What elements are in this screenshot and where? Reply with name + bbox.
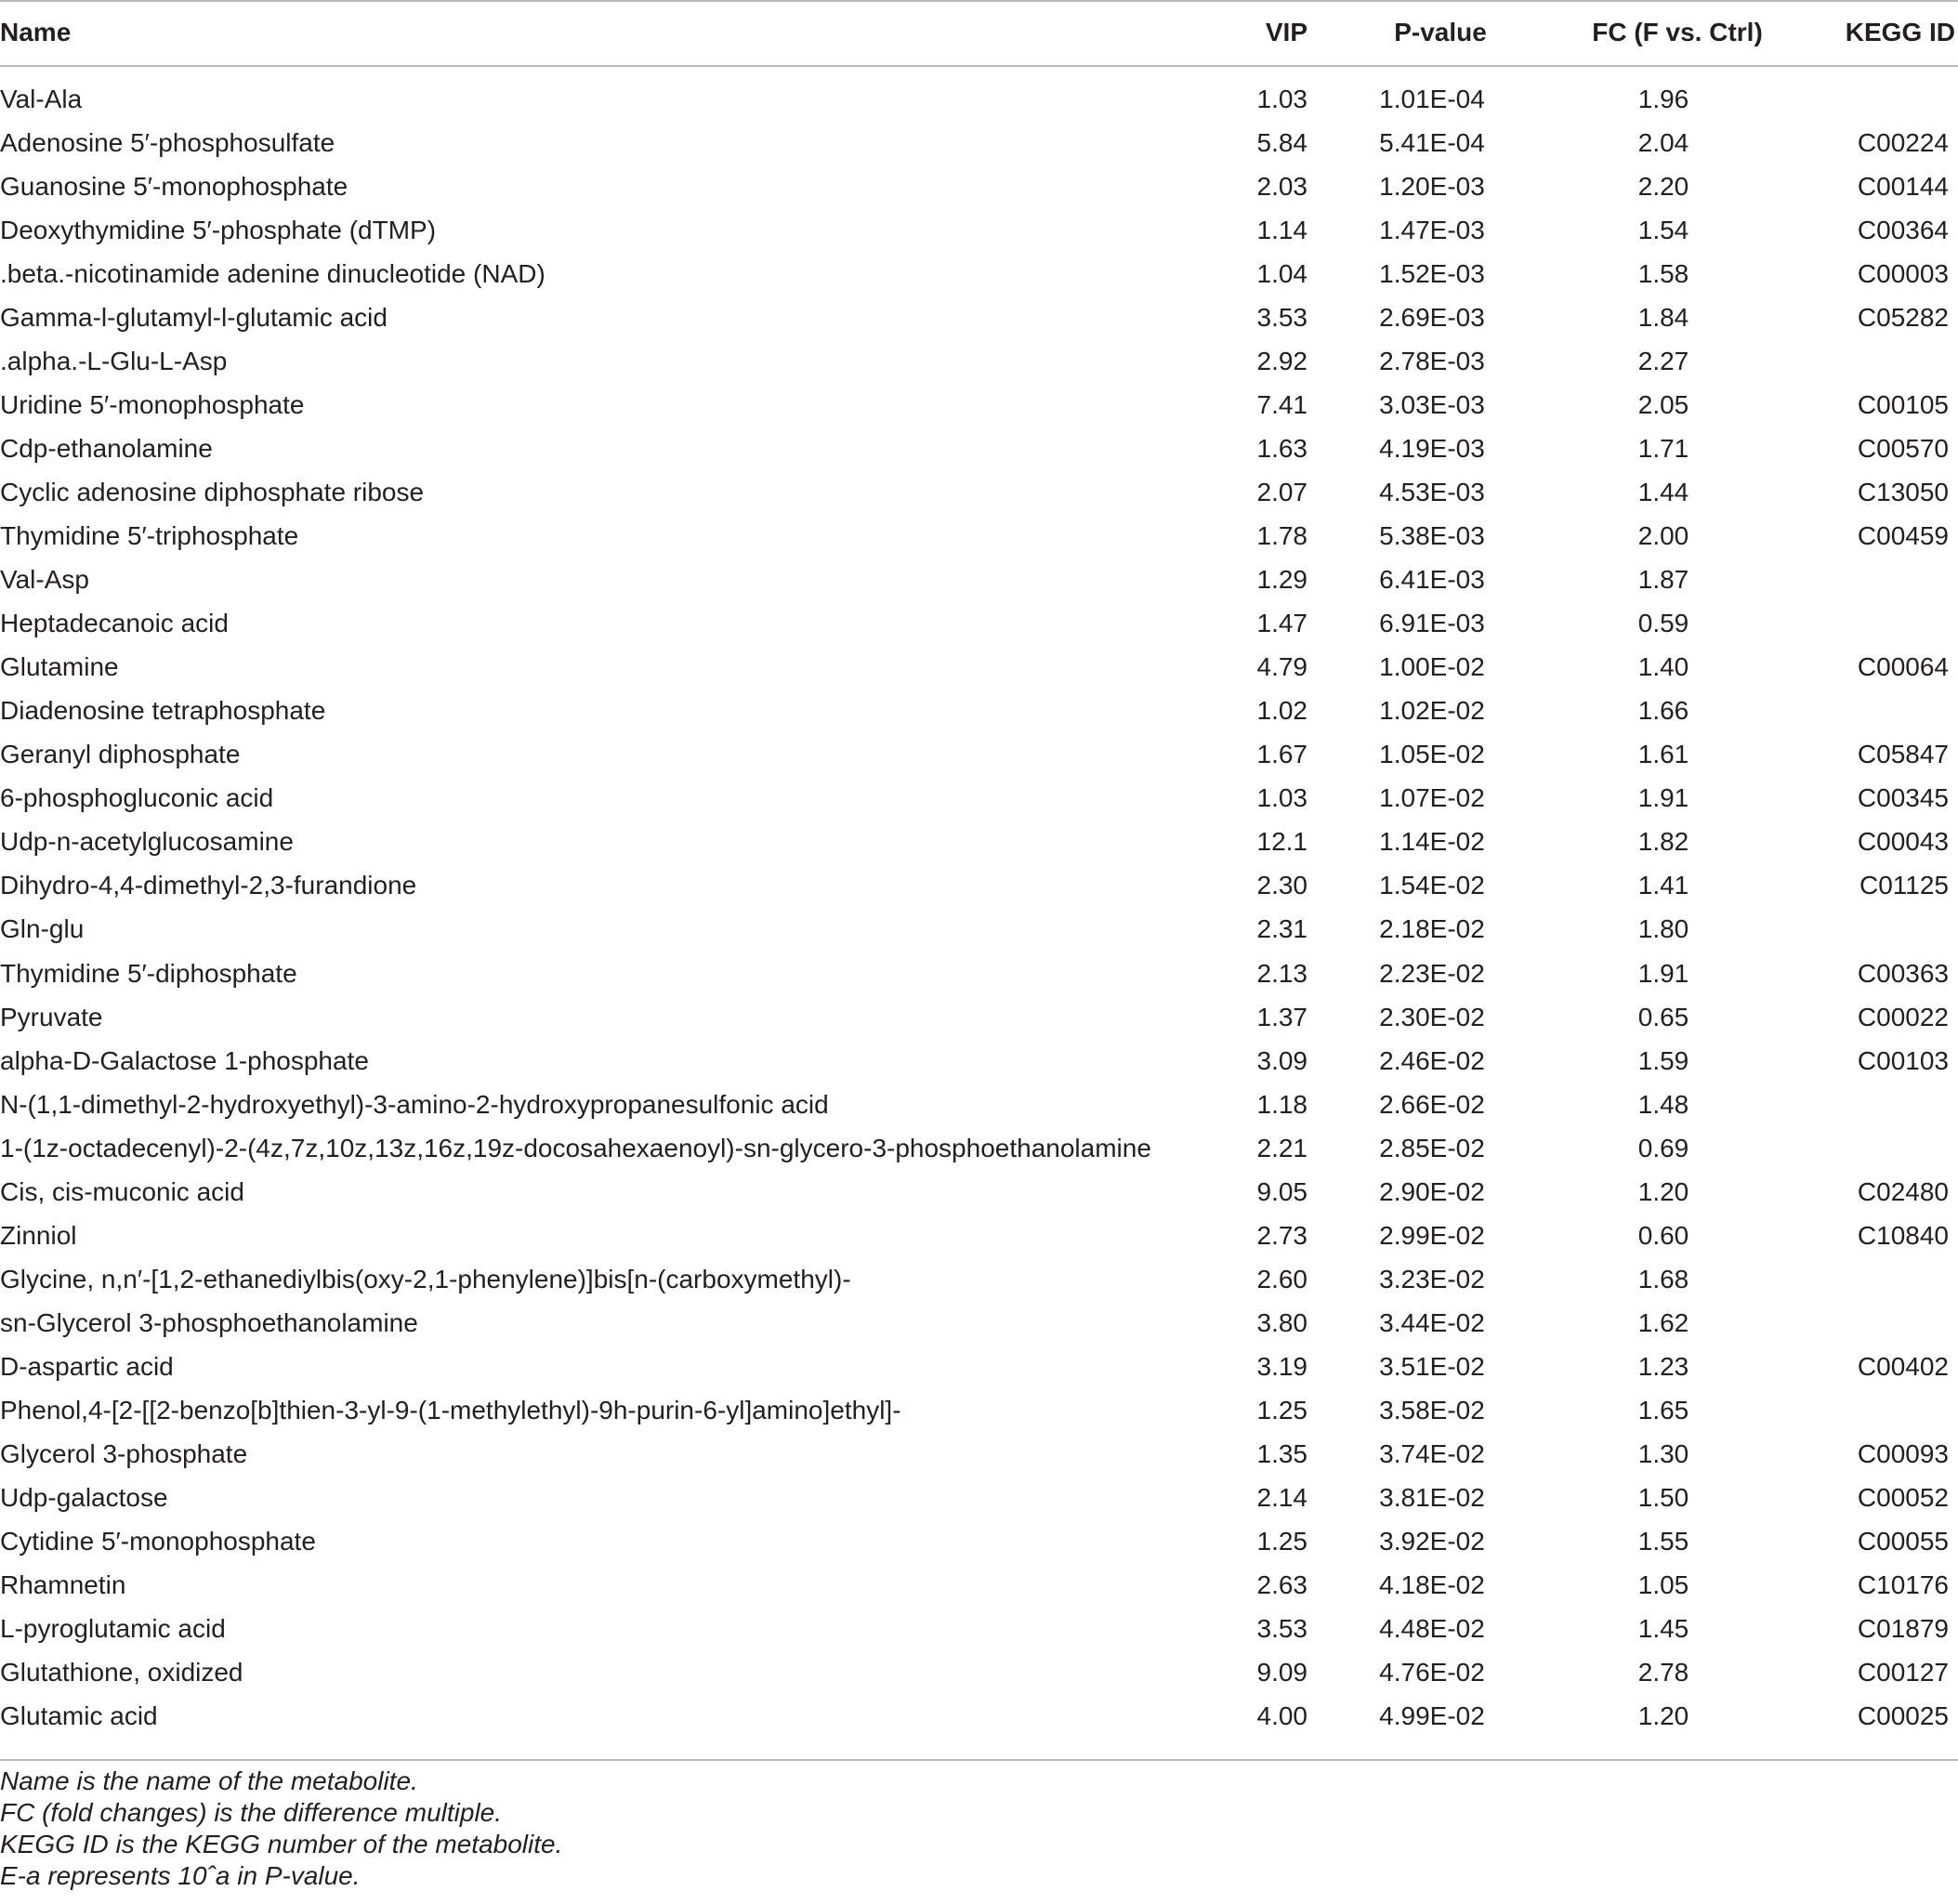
cell-vip: 2.30 <box>1256 871 1308 900</box>
table-row <box>0 733 1958 777</box>
cell-fc: 1.44 <box>1637 477 1689 506</box>
table-row <box>0 1257 1958 1301</box>
table-row <box>0 1695 1958 1739</box>
cell-name: Cis, cis-muconic acid <box>0 1176 244 1206</box>
cell-pvalue: 2.85E-02 <box>1379 1133 1485 1162</box>
cell-vip: 2.31 <box>1256 914 1308 944</box>
table-row <box>0 77 1958 121</box>
header-vip: VIP <box>1265 18 1308 46</box>
table-row <box>0 1214 1958 1257</box>
cell-name: Glutamine <box>0 652 119 682</box>
cell-kegg-id: C00103 <box>1857 1045 1949 1075</box>
table-row <box>0 383 1958 427</box>
cell-name: Udp-n-acetylglucosamine <box>0 827 294 857</box>
cell-pvalue: 2.30E-02 <box>1379 1002 1485 1031</box>
cell-name: Adenosine 5′-phosphosulfate <box>0 127 335 157</box>
cell-kegg-id: C00025 <box>1857 1701 1949 1731</box>
cell-pvalue: 3.23E-02 <box>1379 1264 1485 1293</box>
cell-vip: 3.80 <box>1256 1307 1308 1337</box>
header-fc: FC (F vs. Ctrl) <box>1592 18 1763 46</box>
table-row <box>0 1170 1958 1214</box>
cell-kegg-id: C00570 <box>1857 433 1949 463</box>
cell-fc: 2.20 <box>1637 171 1689 201</box>
cell-fc: 2.04 <box>1637 127 1689 157</box>
cell-name: Deoxythymidine 5′-phosphate (dTMP) <box>0 215 437 244</box>
cell-name: Glutathione, oxidized <box>0 1658 243 1687</box>
cell-kegg-id: C00345 <box>1857 783 1949 813</box>
cell-fc: 1.58 <box>1637 258 1689 288</box>
cell-name: Glutamic acid <box>0 1701 158 1731</box>
cell-name: 6-phosphogluconic acid <box>0 783 274 813</box>
table-row <box>0 689 1958 733</box>
cell-kegg-id: C00052 <box>1857 1483 1949 1513</box>
cell-kegg-id: C00043 <box>1857 827 1949 857</box>
cell-pvalue: 3.81E-02 <box>1379 1483 1485 1513</box>
cell-pvalue: 2.18E-02 <box>1379 914 1485 944</box>
cell-kegg-id: C00064 <box>1857 652 1949 682</box>
cell-pvalue: 5.38E-03 <box>1379 521 1485 550</box>
cell-vip: 7.41 <box>1256 389 1308 419</box>
table-row <box>0 1520 1958 1564</box>
cell-pvalue: 5.41E-04 <box>1379 127 1485 157</box>
cell-pvalue: 3.74E-02 <box>1379 1439 1485 1469</box>
cell-pvalue: 2.78E-03 <box>1379 346 1485 375</box>
table-row <box>0 208 1958 252</box>
cell-fc: 1.87 <box>1637 565 1689 595</box>
cell-fc: 1.40 <box>1637 652 1689 682</box>
cell-vip: 1.78 <box>1256 521 1308 550</box>
cell-kegg-id <box>1803 1257 1949 1301</box>
cell-kegg-id: C02480 <box>1857 1176 1949 1206</box>
cell-name: Pyruvate <box>0 1002 103 1031</box>
cell-name: Cyclic adenosine diphosphate ribose <box>0 477 425 506</box>
header-divider-rule <box>0 65 1958 67</box>
cell-kegg-id <box>1803 77 1949 121</box>
cell-name: .alpha.-L-Glu-L-Asp <box>0 346 228 375</box>
cell-pvalue: 4.53E-03 <box>1379 477 1485 506</box>
cell-kegg-id: C00364 <box>1857 215 1949 244</box>
cell-kegg-id: C05847 <box>1857 740 1949 769</box>
cell-pvalue: 1.14E-02 <box>1379 827 1485 857</box>
cell-vip: 2.13 <box>1256 958 1308 988</box>
cell-vip: 1.67 <box>1256 740 1308 769</box>
cell-vip: 1.14 <box>1256 215 1308 244</box>
table-row <box>0 1301 1958 1345</box>
cell-pvalue: 2.46E-02 <box>1379 1045 1485 1075</box>
cell-pvalue: 2.99E-02 <box>1379 1220 1485 1250</box>
cell-name: D-aspartic acid <box>0 1351 174 1381</box>
cell-pvalue: 2.69E-03 <box>1379 302 1485 332</box>
cell-vip: 1.04 <box>1256 258 1308 288</box>
cell-name: Dihydro-4,4-dimethyl-2,3-furandione <box>0 871 417 900</box>
cell-name: Val-Ala <box>0 84 83 113</box>
table-row <box>0 515 1958 558</box>
cell-fc: 1.45 <box>1637 1614 1689 1644</box>
cell-name: Heptadecanoic acid <box>0 609 229 638</box>
cell-name: Uridine 5′-monophosphate <box>0 389 305 419</box>
cell-kegg-id: C00363 <box>1857 958 1949 988</box>
table-row <box>0 864 1958 908</box>
cell-pvalue: 6.91E-03 <box>1379 609 1485 638</box>
cell-fc: 2.78 <box>1637 1658 1689 1687</box>
footnote-kegg: KEGG ID is the KEGG number of the metabolite. <box>0 1830 563 1858</box>
header-kegg-id: KEGG ID <box>1845 18 1955 46</box>
table-row <box>0 1126 1958 1170</box>
table-row <box>0 1651 1958 1695</box>
cell-name: Gln-glu <box>0 914 85 944</box>
cell-vip: 1.25 <box>1256 1527 1308 1556</box>
cell-kegg-id <box>1803 908 1949 952</box>
table-row <box>0 1083 1958 1126</box>
table-row <box>0 1477 1958 1520</box>
table-row <box>0 1564 1958 1608</box>
cell-fc: 0.65 <box>1637 1002 1689 1031</box>
cell-pvalue: 1.54E-02 <box>1379 871 1485 900</box>
cell-vip: 1.25 <box>1256 1396 1308 1425</box>
cell-pvalue: 1.52E-03 <box>1379 258 1485 288</box>
cell-pvalue: 4.19E-03 <box>1379 433 1485 463</box>
table-row <box>0 777 1958 821</box>
cell-name: Thymidine 5′-diphosphate <box>0 958 297 988</box>
cell-kegg-id: C00105 <box>1857 389 1949 419</box>
table-row <box>0 952 1958 995</box>
cell-fc: 1.50 <box>1637 1483 1689 1513</box>
table-row <box>0 1608 1958 1651</box>
table-bottom-rule <box>0 1759 1958 1761</box>
cell-vip: 1.03 <box>1256 783 1308 813</box>
table-row <box>0 995 1958 1039</box>
cell-pvalue: 1.07E-02 <box>1379 783 1485 813</box>
cell-vip: 4.79 <box>1256 652 1308 682</box>
cell-kegg-id: C00224 <box>1857 127 1949 157</box>
cell-vip: 1.63 <box>1256 433 1308 463</box>
cell-vip: 2.60 <box>1256 1264 1308 1293</box>
cell-fc: 1.20 <box>1637 1176 1689 1206</box>
footnote-name: Name is the name of the metabolite. <box>0 1766 418 1795</box>
cell-kegg-id <box>1803 1301 1949 1345</box>
cell-name: Diadenosine tetraphosphate <box>0 696 326 726</box>
cell-kegg-id: C10840 <box>1857 1220 1949 1250</box>
cell-name: Geranyl diphosphate <box>0 740 241 769</box>
table-row <box>0 295 1958 339</box>
cell-fc: 1.20 <box>1637 1701 1689 1731</box>
table-row <box>0 1345 1958 1388</box>
header-name: Name <box>0 18 72 46</box>
cell-fc: 1.61 <box>1637 740 1689 769</box>
cell-kegg-id: C00093 <box>1857 1439 1949 1469</box>
cell-pvalue: 2.23E-02 <box>1379 958 1485 988</box>
footnote-fc: FC (fold changes) is the difference multiple. <box>0 1798 503 1827</box>
table-row <box>0 1039 1958 1083</box>
table-row <box>0 908 1958 952</box>
cell-fc: 1.84 <box>1637 302 1689 332</box>
cell-kegg-id: C00022 <box>1857 1002 1949 1031</box>
cell-kegg-id <box>1803 1126 1949 1170</box>
cell-name: Udp-galactose <box>0 1483 168 1513</box>
cell-name: Rhamnetin <box>0 1570 126 1600</box>
cell-kegg-id <box>1803 339 1949 383</box>
cell-name: Cdp-ethanolamine <box>0 433 213 463</box>
table-row <box>0 252 1958 295</box>
cell-vip: 3.09 <box>1256 1045 1308 1075</box>
cell-vip: 1.37 <box>1256 1002 1308 1031</box>
cell-kegg-id: C00127 <box>1857 1658 1949 1687</box>
cell-name: Glycerol 3-phosphate <box>0 1439 248 1469</box>
cell-fc: 1.59 <box>1637 1045 1689 1075</box>
cell-kegg-id <box>1803 1389 1949 1433</box>
cell-vip: 9.09 <box>1256 1658 1308 1687</box>
table-row <box>0 470 1958 514</box>
cell-kegg-id: C00459 <box>1857 521 1949 550</box>
cell-name: Zinniol <box>0 1220 77 1250</box>
cell-vip: 1.47 <box>1256 609 1308 638</box>
cell-vip: 2.14 <box>1256 1483 1308 1513</box>
cell-vip: 1.03 <box>1256 84 1308 113</box>
cell-vip: 3.19 <box>1256 1351 1308 1381</box>
cell-fc: 1.91 <box>1637 958 1689 988</box>
cell-vip: 1.02 <box>1256 696 1308 726</box>
table-row <box>0 164 1958 208</box>
cell-kegg-id: C05282 <box>1857 302 1949 332</box>
cell-kegg-id: C00144 <box>1857 171 1949 201</box>
cell-vip: 1.35 <box>1256 1439 1308 1469</box>
cell-kegg-id: C00055 <box>1857 1527 1949 1556</box>
cell-name: sn-Glycerol 3-phosphoethanolamine <box>0 1307 418 1337</box>
cell-kegg-id: C00402 <box>1857 1351 1949 1381</box>
table-row <box>0 821 1958 864</box>
cell-kegg-id: C13050 <box>1857 477 1949 506</box>
cell-vip: 3.53 <box>1256 1614 1308 1644</box>
cell-pvalue: 3.03E-03 <box>1379 389 1485 419</box>
cell-name: Guanosine 5′-monophosphate <box>0 171 348 201</box>
cell-kegg-id: C00003 <box>1857 258 1949 288</box>
cell-kegg-id <box>1803 602 1949 646</box>
table-row <box>0 121 1958 164</box>
cell-fc: 1.41 <box>1637 871 1689 900</box>
cell-vip: 9.05 <box>1256 1176 1308 1206</box>
cell-pvalue: 3.92E-02 <box>1379 1527 1485 1556</box>
cell-fc: 1.23 <box>1637 1351 1689 1381</box>
cell-fc: 1.80 <box>1637 914 1689 944</box>
cell-fc: 0.60 <box>1637 1220 1689 1250</box>
cell-vip: 2.07 <box>1256 477 1308 506</box>
cell-pvalue: 3.44E-02 <box>1379 1307 1485 1337</box>
cell-pvalue: 2.90E-02 <box>1379 1176 1485 1206</box>
cell-fc: 1.62 <box>1637 1307 1689 1337</box>
cell-fc: 1.30 <box>1637 1439 1689 1469</box>
cell-pvalue: 1.02E-02 <box>1379 696 1485 726</box>
cell-pvalue: 1.00E-02 <box>1379 652 1485 682</box>
cell-vip: 3.53 <box>1256 302 1308 332</box>
cell-fc: 1.54 <box>1637 215 1689 244</box>
cell-fc: 1.68 <box>1637 1264 1689 1293</box>
cell-kegg-id: C10176 <box>1857 1570 1949 1600</box>
cell-pvalue: 3.58E-02 <box>1379 1396 1485 1425</box>
table-row <box>0 339 1958 383</box>
cell-fc: 1.55 <box>1637 1527 1689 1556</box>
cell-name: Val-Asp <box>0 565 89 595</box>
table-row <box>0 646 1958 689</box>
cell-kegg-id <box>1803 1083 1949 1126</box>
cell-vip: 2.63 <box>1256 1570 1308 1600</box>
cell-vip: 5.84 <box>1256 127 1308 157</box>
cell-fc: 1.66 <box>1637 696 1689 726</box>
cell-name: Glycine, n,n′-[1,2-ethanediylbis(oxy-2,1-phenylene)]bis[n-(carboxymethyl)- <box>0 1264 851 1293</box>
cell-name: Gamma-l-glutamyl-l-glutamic acid <box>0 302 388 332</box>
cell-fc: 1.91 <box>1637 783 1689 813</box>
cell-fc: 1.71 <box>1637 433 1689 463</box>
cell-pvalue: 1.20E-03 <box>1379 171 1485 201</box>
cell-pvalue: 1.05E-02 <box>1379 740 1485 769</box>
cell-fc: 2.00 <box>1637 521 1689 550</box>
cell-pvalue: 4.18E-02 <box>1379 1570 1485 1600</box>
cell-name: 1-(1z-octadecenyl)-2-(4z,7z,10z,13z,16z,19z-docosahexaenoyl)-sn-glycero-3-phosphoethanolamine <box>0 1133 1151 1162</box>
cell-kegg-id: C01879 <box>1857 1614 1949 1644</box>
cell-name: N-(1,1-dimethyl-2-hydroxyethyl)-3-amino-2-hydroxypropanesulfonic acid <box>0 1089 829 1119</box>
cell-vip: 2.03 <box>1256 171 1308 201</box>
cell-name: Cytidine 5′-monophosphate <box>0 1527 316 1556</box>
cell-kegg-id <box>1803 558 1949 602</box>
cell-fc: 0.59 <box>1637 609 1689 638</box>
footnote-evalue: E-a represents 10ˆa in P-value. <box>0 1861 361 1890</box>
cell-fc: 1.65 <box>1637 1396 1689 1425</box>
cell-pvalue: 2.66E-02 <box>1379 1089 1485 1119</box>
table-row <box>0 558 1958 602</box>
cell-fc: 1.05 <box>1637 1570 1689 1600</box>
cell-name: Phenol,4-[2-[[2-benzo[b]thien-3-yl-9-(1-methylethyl)-9h-purin-6-yl]amino]ethyl]- <box>0 1396 901 1425</box>
cell-vip: 1.29 <box>1256 565 1308 595</box>
table-row <box>0 427 1958 470</box>
cell-name: alpha-D-Galactose 1-phosphate <box>0 1045 369 1075</box>
cell-vip: 2.92 <box>1256 346 1308 375</box>
cell-name: Thymidine 5′-triphosphate <box>0 521 299 550</box>
cell-vip: 2.21 <box>1256 1133 1308 1162</box>
cell-kegg-id: C01125 <box>1859 871 1949 900</box>
cell-fc: 2.27 <box>1637 346 1689 375</box>
cell-fc: 1.82 <box>1637 827 1689 857</box>
cell-vip: 1.18 <box>1256 1089 1308 1119</box>
cell-pvalue: 1.47E-03 <box>1379 215 1485 244</box>
table-row <box>0 1389 1958 1433</box>
cell-pvalue: 4.99E-02 <box>1379 1701 1485 1731</box>
cell-fc: 1.48 <box>1637 1089 1689 1119</box>
cell-pvalue: 4.76E-02 <box>1379 1658 1485 1687</box>
cell-pvalue: 3.51E-02 <box>1379 1351 1485 1381</box>
table-footnotes <box>0 1766 1958 1892</box>
cell-vip: 12.1 <box>1256 827 1308 857</box>
cell-vip: 2.73 <box>1256 1220 1308 1250</box>
table-header <box>0 0 1958 65</box>
cell-vip: 4.00 <box>1256 1701 1308 1731</box>
table-row <box>0 1433 1958 1477</box>
cell-kegg-id <box>1803 689 1949 733</box>
cell-name: L-pyroglutamic acid <box>0 1614 226 1644</box>
cell-pvalue: 1.01E-04 <box>1379 84 1485 113</box>
cell-name: .beta.-nicotinamide adenine dinucleotide (NAD) <box>0 258 545 288</box>
cell-pvalue: 6.41E-03 <box>1379 565 1485 595</box>
cell-fc: 1.96 <box>1637 84 1689 113</box>
cell-pvalue: 4.48E-02 <box>1379 1614 1485 1644</box>
cell-fc: 0.69 <box>1637 1133 1689 1162</box>
header-pvalue: P-value <box>1394 18 1487 46</box>
cell-fc: 2.05 <box>1637 389 1689 419</box>
table-row <box>0 602 1958 646</box>
